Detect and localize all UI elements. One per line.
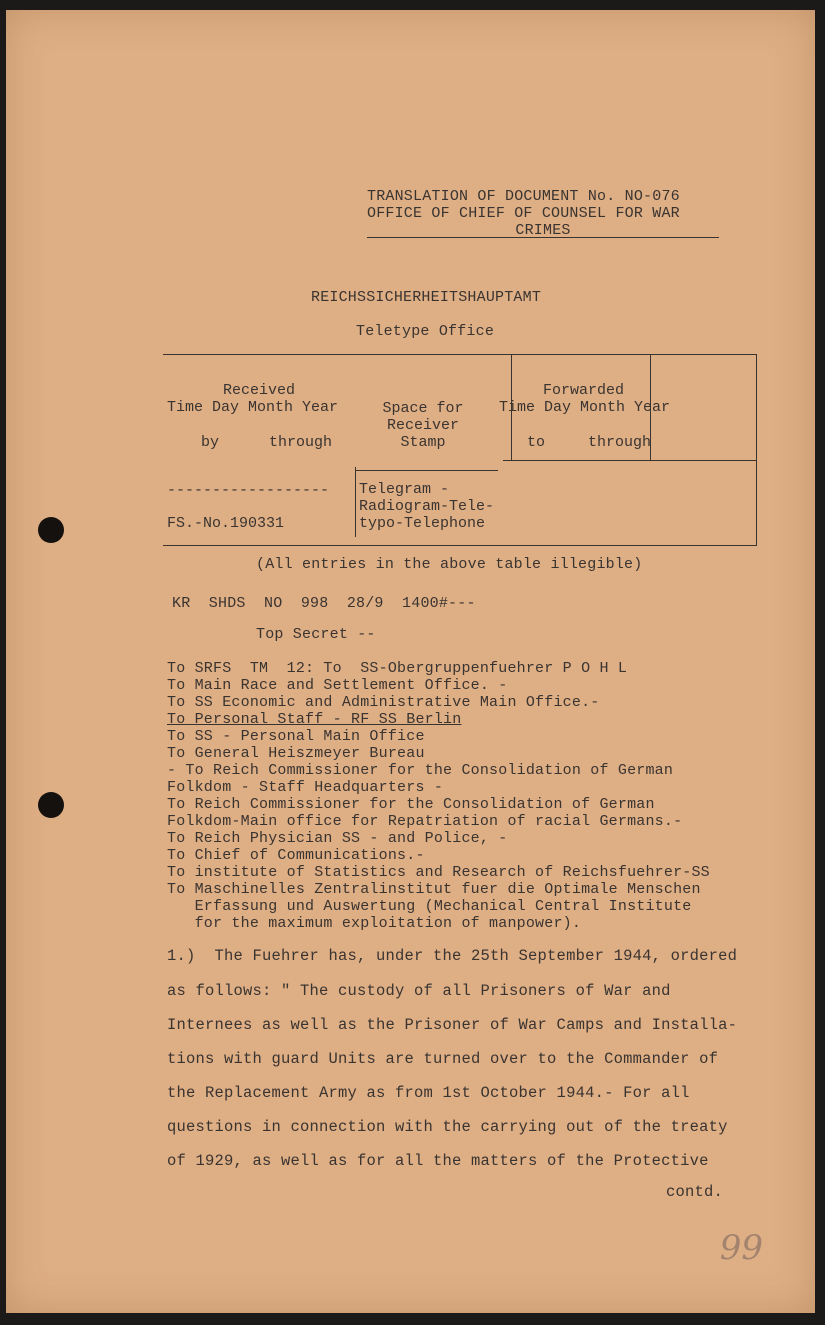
punch-hole <box>38 517 64 543</box>
recipient-line: To General Heiszmeyer Bureau <box>167 745 425 762</box>
agency-name: REICHSSICHERHEITSHAUPTAMT <box>311 289 542 306</box>
forwarded-to: to <box>527 434 546 451</box>
recipient-line: Folkdom - Staff Headquarters - <box>167 779 444 796</box>
page-number: 99 <box>719 1228 763 1268</box>
recipient-line: To SS - Personal Main Office <box>167 728 425 745</box>
header-line-1: TRANSLATION OF DOCUMENT No. NO-076 <box>367 188 680 205</box>
body-line: of 1929, as well as for all the matters of the Protective <box>167 1152 709 1170</box>
message-type-1: Telegram - <box>359 481 450 498</box>
body-line: the Replacement Army as from 1st October 1944.- For all <box>167 1084 690 1102</box>
fs-number: FS.-No.190331 <box>167 515 285 532</box>
teletype-table <box>163 354 757 546</box>
recipient-line: To Reich Commissioner for the Consolidation of German <box>167 796 655 813</box>
document-page <box>6 10 815 1313</box>
illegible-note: (All entries in the above table illegible) <box>256 556 643 573</box>
received-through: through <box>269 434 333 451</box>
header-underline <box>367 237 719 238</box>
recipient-line: - To Reich Commissioner for the Consolidation of German <box>167 762 674 779</box>
table-dashes: ------------------ <box>167 482 330 499</box>
office-name: Teletype Office <box>356 323 495 340</box>
classification: Top Secret -- <box>256 626 376 643</box>
space-line-1: Space for <box>382 400 464 417</box>
recipient-line: for the maximum exploitation of manpower). <box>167 915 582 932</box>
recipient-line: To SS Economic and Administrative Main Office.- <box>167 694 600 711</box>
received-label: Received <box>223 382 296 399</box>
recipient-line: To Maschinelles Zentralinstitut fuer die Optimale Menschen <box>167 881 701 898</box>
recipient-line: To Chief of Communications.- <box>167 847 425 864</box>
recipient-line: To Reich Physician SS - and Police, - <box>167 830 508 847</box>
recipient-line: Folkdom-Main office for Repatriation of racial Germans.- <box>167 813 683 830</box>
body-line: as follows: " The custody of all Prisoners of War and <box>167 982 671 1000</box>
translation-header <box>367 188 719 239</box>
recipient-line: To Personal Staff - RF SS Berlin <box>167 711 462 728</box>
space-line-2: Receiver <box>386 417 459 434</box>
header-line-3: CRIMES <box>515 222 571 239</box>
recipient-line: To institute of Statistics and Research of Reichsfuehrer-SS <box>167 864 710 881</box>
received-by: by <box>201 434 220 451</box>
body-line: questions in connection with the carrying out of the treaty <box>167 1118 728 1136</box>
space-line-3: Stamp <box>400 434 446 451</box>
forwarded-fields: Time Day Month Year <box>499 399 671 416</box>
recipient-line: To SRFS TM 12: To SS-Obergruppenfuehrer P O H L <box>167 660 628 677</box>
header-line-2: OFFICE OF CHIEF OF COUNSEL FOR WAR <box>367 205 680 222</box>
punch-hole <box>38 792 64 818</box>
body-line: 1.) The Fuehrer has, under the 25th September 1944, ordered <box>167 947 738 965</box>
body-line: Internees as well as the Prisoner of War Camps and Installa- <box>167 1016 738 1034</box>
message-type-2: Radiogram-Tele- <box>359 498 495 515</box>
recipient-line: To Main Race and Settlement Office. - <box>167 677 508 694</box>
recipient-line: Erfassung und Auswertung (Mechanical Central Institute <box>167 898 692 915</box>
reference-line: KR SHDS NO 998 28/9 1400#--- <box>172 595 476 612</box>
received-fields: Time Day Month Year <box>167 399 339 416</box>
forwarded-label: Forwarded <box>543 382 625 399</box>
forwarded-through: through <box>588 434 652 451</box>
continued-marker: contd. <box>666 1183 724 1201</box>
body-line: tions with guard Units are turned over to the Commander of <box>167 1050 719 1068</box>
message-type-3: typo-Telephone <box>359 515 486 532</box>
